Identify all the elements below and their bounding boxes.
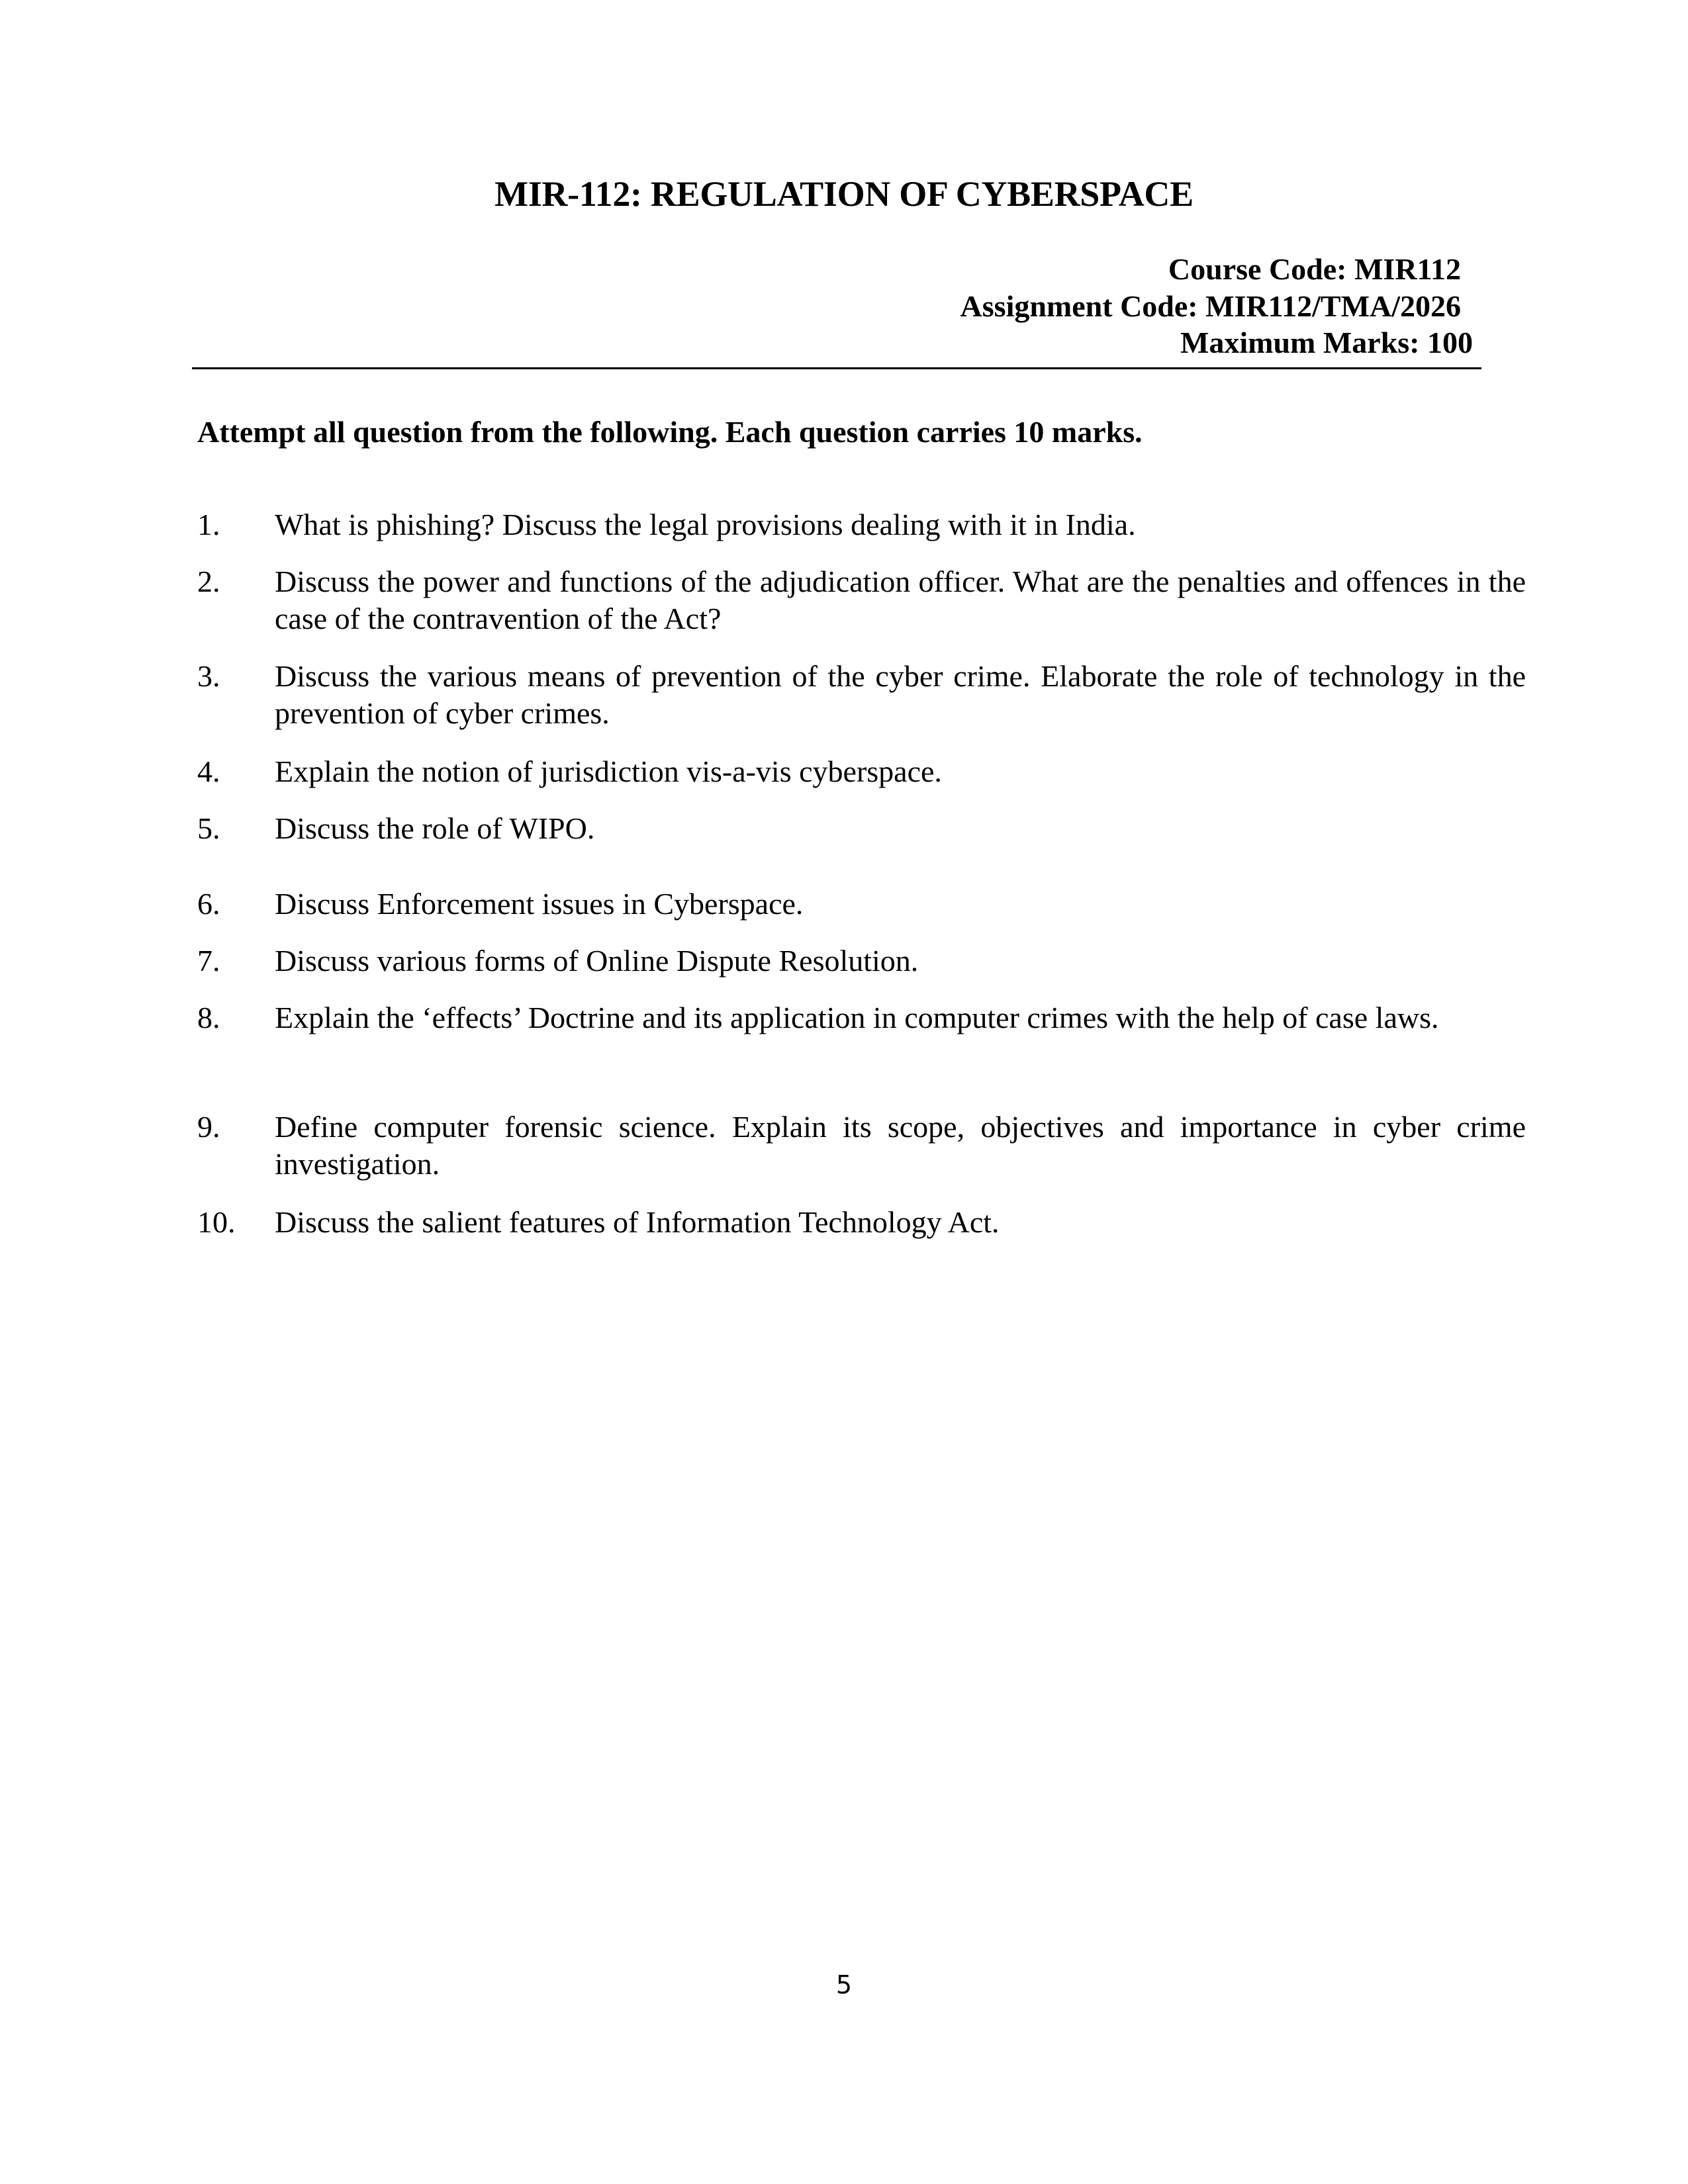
question-text: Explain the ‘effects’ Doctrine and its application in computer crimes with the help of case laws. xyxy=(275,1001,1439,1034)
question-text: Discuss the role of WIPO. xyxy=(275,811,595,845)
question-text: Discuss the power and functions of the adjudication officer. What are the penalties and offences in the case of the contravention of the Act? xyxy=(275,565,1526,635)
document-title: MIR-112: REGULATION OF CYBERSPACE xyxy=(494,174,1194,214)
question-number: 9. xyxy=(197,1110,220,1144)
maximum-marks: Maximum Marks: 100 xyxy=(1180,326,1473,359)
question-number: 1. xyxy=(197,508,220,541)
question-text: Discuss Enforcement issues in Cyberspace. xyxy=(275,887,804,921)
question-number: 4. xyxy=(197,754,220,788)
question-text: Discuss the salient features of Information Technology Act. xyxy=(275,1205,1000,1239)
header-divider xyxy=(192,367,1481,369)
question-number: 10. xyxy=(197,1205,236,1239)
question-text: Discuss various forms of Online Dispute Resolution. xyxy=(275,944,919,978)
page-number: 5 xyxy=(835,1970,853,1999)
course-code: Course Code: MIR112 xyxy=(1168,252,1461,286)
question-number: 7. xyxy=(197,944,220,978)
question-number: 8. xyxy=(197,1001,220,1034)
question-number: 2. xyxy=(197,565,220,598)
question-number: 6. xyxy=(197,887,220,921)
instruction-text: Attempt all question from the following. Each question carries 10 marks. xyxy=(197,415,1143,449)
question-text: Discuss the various means of prevention of the cyber crime. Elaborate the role of technology in the prevention of cyber crimes. xyxy=(275,659,1526,730)
question-number: 5. xyxy=(197,811,220,845)
question-text: What is phishing? Discuss the legal provisions dealing with it in India. xyxy=(275,508,1136,541)
question-number: 3. xyxy=(197,659,220,693)
assignment-code: Assignment Code: MIR112/TMA/2026 xyxy=(960,289,1461,323)
question-text: Define computer forensic science. Explain its scope, objectives and importance in cyber crime investigation. xyxy=(275,1110,1526,1181)
question-text: Explain the notion of jurisdiction vis-a-vis cyberspace. xyxy=(275,754,942,788)
